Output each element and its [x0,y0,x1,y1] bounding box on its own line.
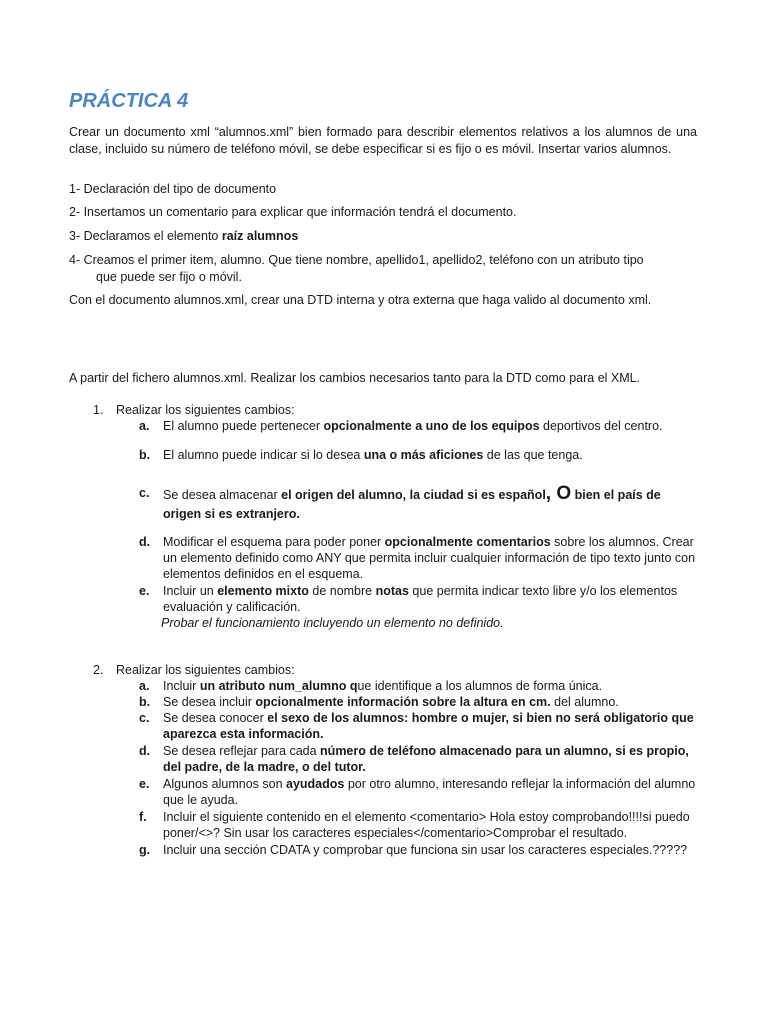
item-a-post: ue identifique a los alumnos de forma única. [357,679,603,693]
item-c-bold2: bien el país de origen si es extranjero. [163,488,661,521]
intro-paragraph: Crear un documento xml “alumnos.xml” bien formado para describir elementos relativos a los alumnos de una clase, incluido su número de teléfono móvil, se debe especificar si es fijo o es móvil. Insertar varios alumnos. [69,125,697,156]
item-a-bold: opcionalmente a uno de los equipos [323,419,540,433]
step-1: 1- Declaración del tipo de documento [69,182,277,196]
step-4 [69,252,697,286]
item-e-post: por otro alumno, interesando reflejar la información del alumno que le ayuda. [163,777,696,807]
item-e-bold2: notas [375,584,409,598]
item-c-bold: el sexo de los alumnos: hombre o mujer, si bien no será obligatorio que aparezca esta información. [163,711,694,741]
step-4-line1: 4- Creamos el primer item, alumno. Que tiene nombre, apellido1, apellido2, teléfono con un atributo tipo [69,253,644,267]
item-letter: e. [139,584,150,598]
item-e-pre: Incluir un [163,584,218,598]
section-2-item-b [139,694,699,710]
item-d-pre: Modificar el esquema para poder poner [163,535,385,549]
item-text [163,678,699,694]
item-c-pre: Se desea almacenar [163,488,282,502]
item-text [163,534,699,582]
partir-paragraph: A partir del fichero alumnos.xml. Realizar los cambios necesarios tanto para la DTD como para el XML. [69,371,641,385]
section-2-item-a [139,678,699,694]
section-1-item-d [139,534,699,582]
item-e-pre: Algunos alumnos son [163,777,286,791]
step-5: Con el documento alumnos.xml, crear una DTD interna y otra externa que haga valido al documento xml. [69,293,652,307]
item-a-pre: El alumno puede pertenecer [163,419,324,433]
page-title: PRÁCTICA 4 [69,90,189,112]
step-3-text: 3- Declaramos el elemento [69,229,222,243]
item-b-pre: El alumno puede indicar si lo desea [163,448,364,462]
item-letter: c. [139,486,150,500]
item-c-pre: Se desea conocer [163,711,268,725]
section-1-item-e [139,583,699,615]
item-text [163,583,699,615]
item-text [163,710,699,742]
section-2-item-d [139,743,699,775]
item-letter: b. [139,448,151,462]
item-text [163,484,699,524]
section-1-item-c [139,484,699,524]
item-letter: a. [139,419,150,433]
item-b-bold: una o más aficiones [363,448,484,462]
item-d-bold: número de teléfono almacenado para un alumno, si es propio, del padre, de la madre, o del tutor. [163,744,689,774]
item-letter: c. [139,711,150,725]
section-2-number: 2. [93,663,104,677]
section-2-item-f [139,809,699,841]
step-2: 2- Insertamos un comentario para explicar que información tendrá el documento. [69,205,517,219]
section-1-label: Realizar los siguientes cambios: [116,403,295,417]
item-letter: f. [139,810,147,824]
item-d-bold: opcionalmente comentarios [384,535,551,549]
section-1-heading [93,402,295,418]
section-2-label: Realizar los siguientes cambios: [116,663,295,677]
item-text [163,418,699,434]
section-1-item-b [139,447,699,463]
item-b-post: del alumno. [550,695,619,709]
item-f-text: Incluir el siguiente contenido en el elemento <comentario> Hola estoy comprobando!!!!si puedo poner/<>? Sin usar los caracteres especiales</comentario>Comprobar el resultado. [163,810,690,840]
item-e-bold: ayudados [286,777,345,791]
section-1-note: Probar el funcionamiento incluyendo un elemento no definido. [161,616,504,630]
item-letter: a. [139,679,150,693]
item-a-bold: un atributo num_alumno q [199,679,358,693]
item-c-o: O [551,483,572,504]
item-b-post: de las que tenga. [483,448,583,462]
item-letter: g. [139,843,151,857]
section-1-item-a [139,418,699,434]
item-b-pre: Se desea incluir [163,695,256,709]
item-letter: d. [139,744,151,758]
item-b-bold: opcionalmente información sobre la altura en cm. [255,695,551,709]
item-d-post: sobre los alumnos. Crear un elemento definido como ANY que permita incluir cualquier información de tipo texto junto con elementos definidos en el esquema. [163,535,696,581]
item-letter: e. [139,777,150,791]
item-letter: d. [139,535,151,549]
step-4-line2: que puede ser fijo o móvil. [96,270,242,284]
item-text [163,743,699,775]
item-d-pre: Se desea reflejar para cada [163,744,321,758]
item-c-bold1: el origen del alumno, la ciudad si es español [281,488,546,502]
item-e-post: que permita indicar texto libre y/o los elementos evaluación y calificación. [163,584,678,614]
item-text [163,776,699,808]
section-2-heading [93,662,295,678]
step-3 [69,228,697,245]
item-g-text: Incluir una sección CDATA y comprobar que funciona sin usar los caracteres especiales.????? [163,843,688,857]
item-a-pre: Incluir [163,679,200,693]
section-1-number: 1. [93,403,104,417]
item-a-post: deportivos del centro. [539,419,663,433]
section-2-item-c [139,710,699,742]
item-text [163,447,699,463]
item-letter: b. [139,695,151,709]
item-c-comma: , [545,483,552,504]
item-e-mid: de nombre [308,584,376,598]
section-2-item-e [139,776,699,808]
section-2-item-g [139,842,699,858]
item-e-bold1: elemento mixto [217,584,309,598]
item-text [163,694,699,710]
step-3-bold: raíz alumnos [221,229,299,243]
